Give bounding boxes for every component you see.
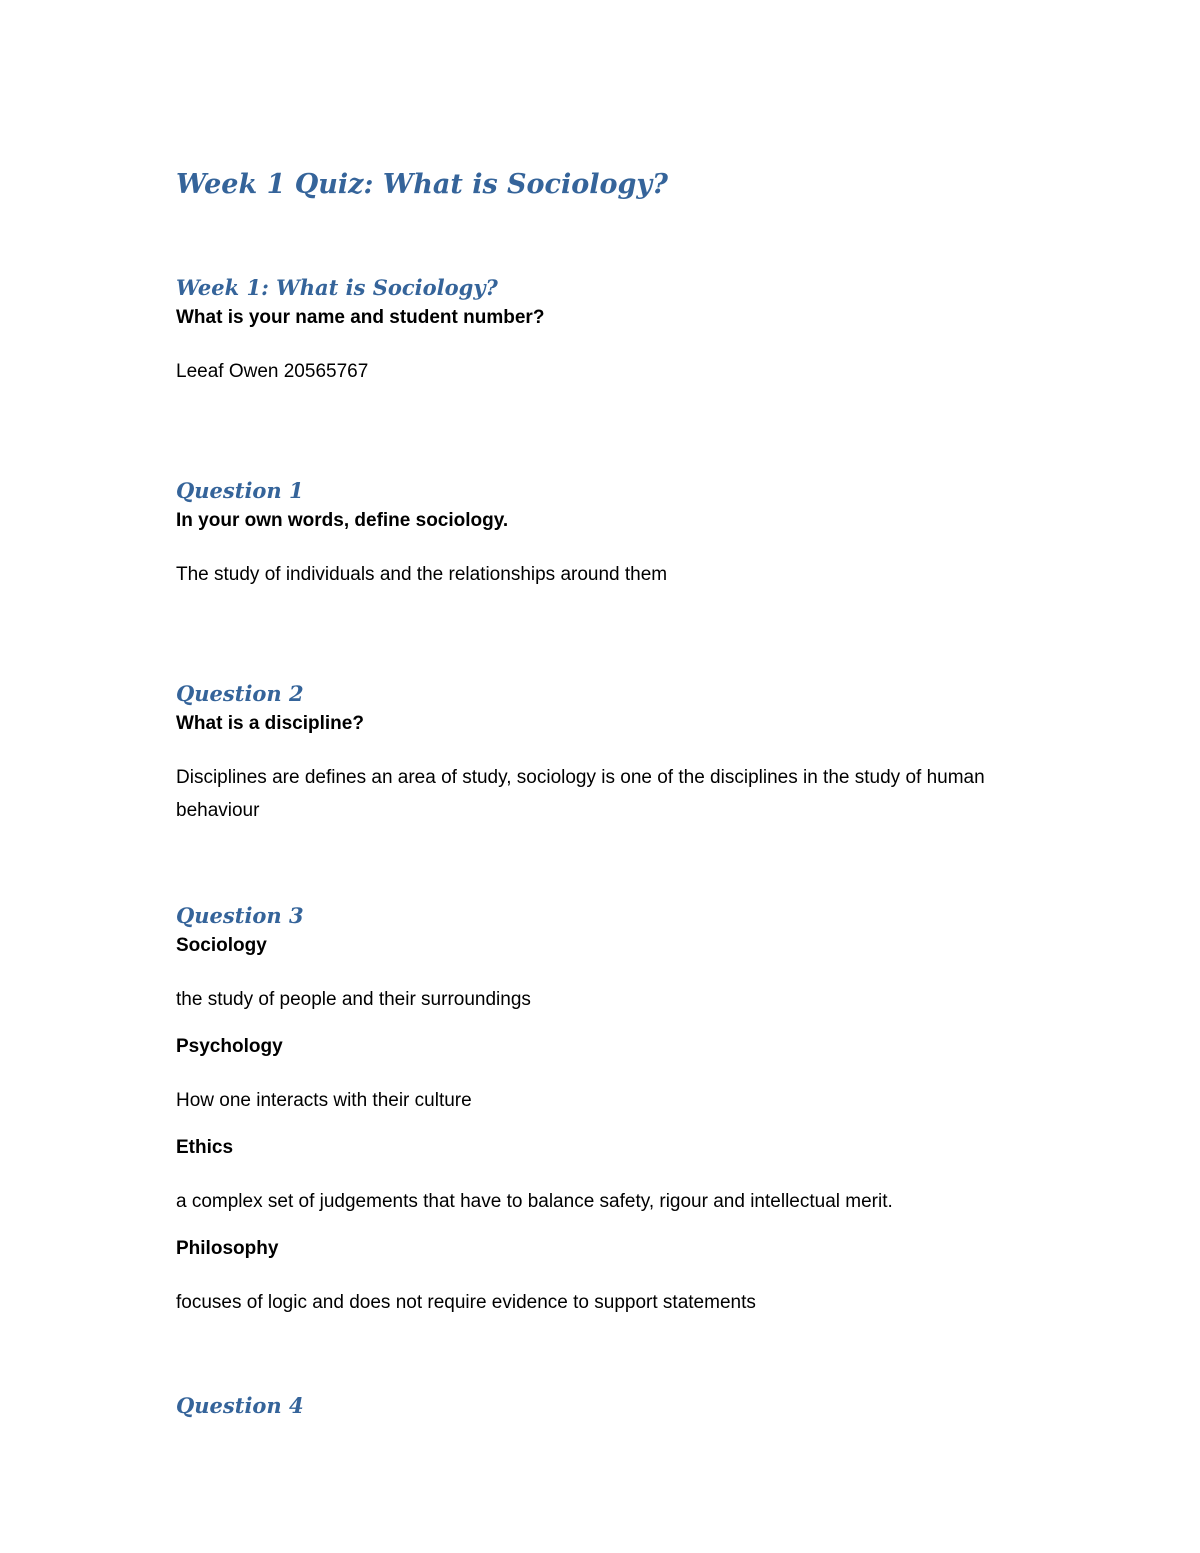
question-1-heading: Question 1 — [176, 478, 304, 503]
question-1-prompt: In your own words, define sociology. — [176, 510, 509, 531]
question-3-term-psychology: Psychology — [176, 1036, 283, 1057]
question-2-prompt: What is a discipline? — [176, 713, 364, 734]
question-3-term-ethics: Ethics — [176, 1137, 234, 1158]
question-3-term-sociology: Sociology — [176, 935, 267, 956]
question-2-heading: Question 2 — [176, 681, 304, 706]
question-3-definition-philosophy: focuses of logic and does not require evidence to support statements — [176, 1292, 756, 1313]
question-4-heading: Question 4 — [176, 1393, 304, 1418]
question-3-heading: Question 3 — [176, 903, 304, 928]
question-3-term-philosophy: Philosophy — [176, 1238, 279, 1259]
question-1-answer: The study of individuals and the relationships around them — [176, 564, 668, 585]
intro-answer: Leeaf Owen 20565767 — [176, 361, 369, 382]
question-3-definition-ethics: a complex set of judgements that have to balance safety, rigour and intellectual merit. — [176, 1191, 893, 1212]
question-3-definition-psychology: How one interacts with their culture — [176, 1090, 472, 1111]
intro-prompt: What is your name and student number? — [176, 307, 545, 328]
intro-heading: Week 1: What is Sociology? — [176, 275, 498, 300]
document-content — [176, 166, 1036, 1421]
document-title: Week 1 Quiz: What is Sociology? — [176, 169, 668, 200]
question-3-definition-sociology: the study of people and their surroundings — [176, 989, 531, 1010]
question-2-answer: Disciplines are defines an area of study, sociology is one of the disciplines in the study of human behaviour — [176, 767, 985, 821]
